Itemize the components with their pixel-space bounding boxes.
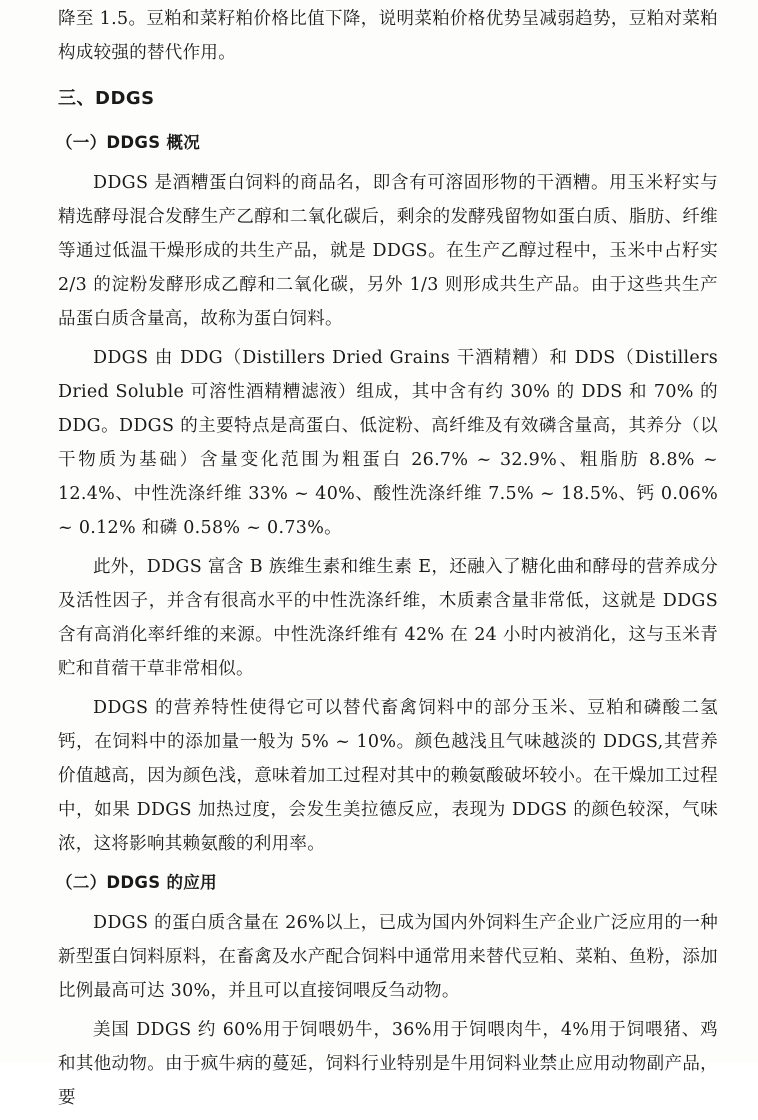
document-body: [58, 2, 718, 1120]
section-heading-ddgs: 三、DDGS: [58, 88, 155, 109]
paragraph-ddgs-usage-us: 美国 DDGS 约 60%用于饲喂奶牛，36%用于饲喂肉牛，4%用于饲喂猪、鸡和其他动物。由于疯牛病的蔓延，饲料行业特别是牛用饲料业禁止应用动物副产品，要: [58, 1020, 718, 1108]
subsection-heading-overview: （一）DDGS 概况: [56, 133, 201, 152]
paragraph-ddgs-nutrition: DDGS 的营养特性使得它可以替代畜禽饲料中的部分玉米、豆粕和磷酸二氢钙，在饲料中的添加量一般为 5% ~ 10%。颜色越浅且气味越淡的 DDGS,其营养价值越高，因为颜色浅，意味着加工过程对其中的赖氨酸破坏较小。在干燥加工过程中，如果 DDGS 加热过度，会发生美拉德反应，表现为 DDGS 的颜色较深，气味浓，这将影响其赖氨酸的利用率。: [58, 698, 718, 854]
paragraph-ddgs-vitamins: 此外，DDGS 富含 B 族维生素和维生素 E，还融入了糖化曲和酵母的营养成分及活性因子，并含有很高水平的中性洗涤纤维，木质素含量非常低，这就是 DDGS 含有高消化率纤维的来源。中性洗涤纤维有 42% 在 24 小时内被消化，这与玉米青贮和苜蓿干草非常相似。: [58, 557, 718, 679]
paragraph-ddgs-definition: DDGS 是酒糟蛋白饲料的商品名，即含有可溶固形物的干酒糟。用玉米籽实与精选酵母混合发酵生产乙醇和二氧化碳后，剩余的发酵残留物如蛋白质、脂肪、纤维等通过低温干燥形成的共生产品，就是 DDGS。在生产乙醇过程中，玉米中占籽实 2/3 的淀粉发酵形成乙醇和二氧化碳，另外 1/3 则形成共生产品。由于这些共生产品蛋白质含量高，故称为蛋白饲料。: [58, 173, 718, 329]
paragraph-ddgs-protein: DDGS 的蛋白质含量在 26%以上，已成为国内外饲料生产企业广泛应用的一种新型蛋白饲料原料，在畜禽及水产配合饲料中通常用来替代豆粕、菜粕、鱼粉，添加比例最高可达 30%，并且可以直接饲喂反刍动物。: [58, 913, 718, 1001]
subsection-heading-application: （二）DDGS 的应用: [56, 873, 217, 892]
paragraph-ddgs-composition: DDGS 由 DDG（Distillers Dried Grains 干酒精糟）和 DDS（Distillers Dried Soluble 可溶性酒精糟滤液）组成，其中含有约 30% 的 DDS 和 70% 的 DDG。DDGS 的主要特点是高蛋白、低淀粉、高纤维及有效磷含量高，其养分（以干物质为基础）含量变化范围为粗蛋白 26.7% ~ 32.9%、粗脂肪 8.8% ~ 12.4%、中性洗涤纤维 33% ~ 40%、酸性洗涤纤维 7.5% ~ 18.5%、钙 0.06% ~ 0.12% 和磷 0.58% ~ 0.73%。: [58, 348, 718, 538]
paragraph-intro-continued: 降至 1.5。豆粕和菜籽粕价格比值下降，说明菜粕价格优势呈减弱趋势，豆粕对菜粕构成较强的替代作用。: [58, 9, 718, 63]
